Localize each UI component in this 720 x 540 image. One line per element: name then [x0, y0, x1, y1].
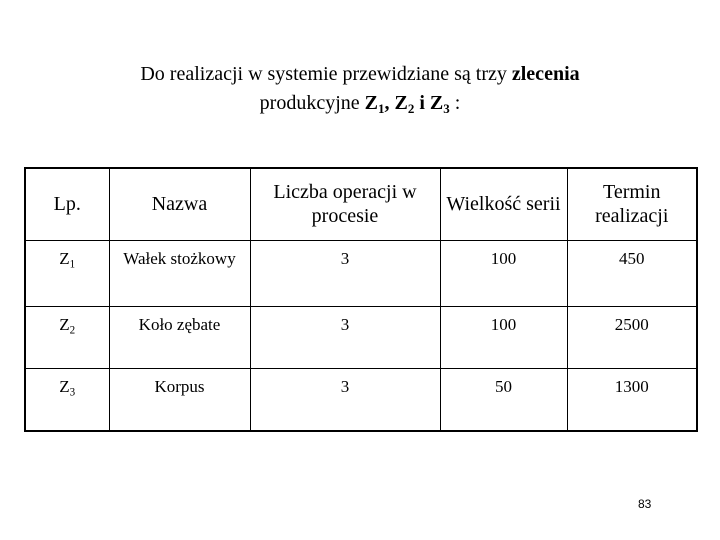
header-batch-size: Wielkość serii — [440, 168, 567, 240]
title-conjunction: i — [414, 92, 430, 114]
header-due-date: Termin realizacji — [567, 168, 697, 240]
cell-lp: $Z_3$ — [25, 368, 109, 431]
cell-due-date: 450 — [567, 240, 697, 306]
cell-batch-size: 100 — [440, 240, 567, 306]
cell-due-date: 1300 — [567, 368, 697, 431]
title-separator: , — [384, 92, 395, 114]
order-z3: $Z_3$ — [429, 92, 450, 116]
cell-lp: $Z_1$ — [25, 240, 109, 306]
slide-title — [60, 60, 660, 118]
order-z1: $Z_1$ — [364, 92, 385, 116]
cell-operations: 3 — [250, 240, 440, 306]
cell-batch-size: 100 — [440, 306, 567, 368]
order-z2: $Z_2$ — [394, 92, 415, 116]
title-emphasis: zlecenia — [511, 63, 580, 85]
cell-operations: 3 — [250, 368, 440, 431]
cell-operations: 3 — [250, 306, 440, 368]
header-name: Nazwa — [109, 168, 250, 240]
table-row — [25, 306, 697, 368]
cell-name: Korpus — [109, 368, 250, 431]
page-number: 83 — [638, 497, 652, 511]
table-row — [25, 240, 697, 306]
title-line-1 — [60, 60, 660, 89]
cell-batch-size: 50 — [440, 368, 567, 431]
table-header-row — [25, 168, 697, 240]
title-text-1: Do realizacji w systemie przewidziane są trzy — [140, 63, 512, 85]
cell-lp: $Z_2$ — [25, 306, 109, 368]
title-line-2 — [60, 89, 660, 118]
orders-table — [24, 167, 698, 432]
header-lp: Lp. — [25, 168, 109, 240]
title-text-2: produkcyjne — [259, 92, 365, 114]
header-operations: Liczba operacji w procesie — [250, 168, 440, 240]
cell-name: Wałek stożkowy — [109, 240, 250, 306]
cell-name: Koło zębate — [109, 306, 250, 368]
table-row — [25, 368, 697, 431]
cell-due-date: 2500 — [567, 306, 697, 368]
title-suffix: : — [449, 92, 461, 114]
